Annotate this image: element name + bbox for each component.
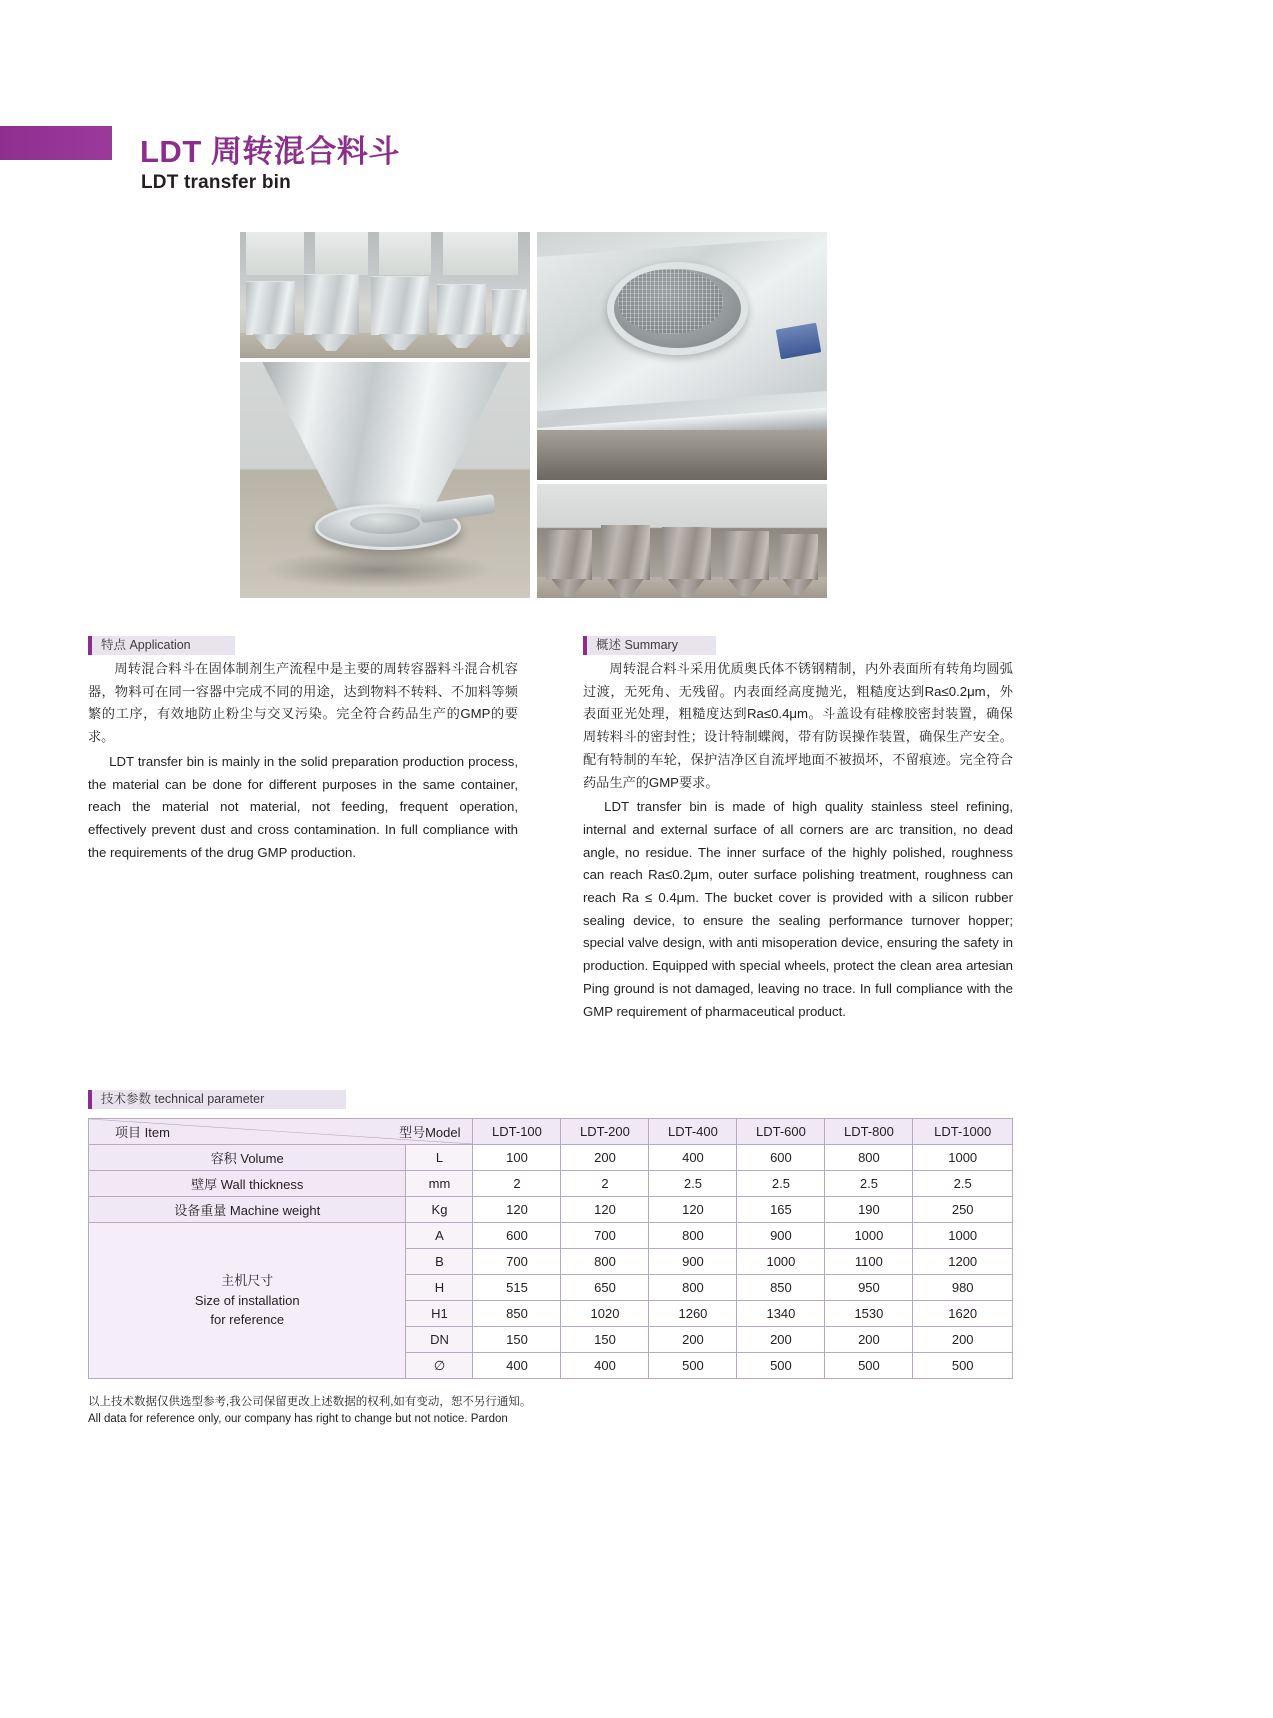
cell-A-0: 600 bbox=[473, 1223, 561, 1249]
summary-text-zh: 周转混合料斗采用优质奥氏体不锈钢精制，内外表面所有转角均圆弧过渡，无死角、无残留。内表面经高度抛光，粗糙度达到Ra≤0.2μm，外表面亚光处理，粗糙度达到Ra≤0.4μm。斗盖设有硅橡胶密封装置，确保周转料斗的密封性；设计特制蝶阀，带有防误操作装置，确保生产安全。配有特制的车轮，保护洁净区自流坪地面不被损坏，不留痕迹。完全符合药品生产的GMP要求。 bbox=[583, 661, 1013, 790]
table-header-row bbox=[89, 1119, 1013, 1145]
table-footnote bbox=[88, 1394, 531, 1429]
cell-dia-2: 500 bbox=[649, 1353, 737, 1379]
footnote-en: All data for reference only, our company has right to change but not notice. Pardon bbox=[88, 1413, 508, 1426]
cell-wall-2: 2.5 bbox=[649, 1171, 737, 1197]
cell-H-0: 515 bbox=[473, 1275, 561, 1301]
cell-B-3: 1000 bbox=[737, 1249, 825, 1275]
row-unit-A: A bbox=[406, 1223, 473, 1249]
cell-H1-3: 1340 bbox=[737, 1301, 825, 1327]
cell-A-3: 900 bbox=[737, 1223, 825, 1249]
cell-DN-5: 200 bbox=[913, 1327, 1013, 1353]
accent-bar bbox=[0, 126, 112, 160]
cell-B-4: 1100 bbox=[825, 1249, 913, 1275]
cell-H-3: 850 bbox=[737, 1275, 825, 1301]
cell-weight-5: 250 bbox=[913, 1197, 1013, 1223]
cell-A-5: 1000 bbox=[913, 1223, 1013, 1249]
cell-B-0: 700 bbox=[473, 1249, 561, 1275]
row-unit-machine-weight: Kg bbox=[406, 1197, 473, 1223]
application-text-en: LDT transfer bin is mainly in the solid preparation production process, the material can be done for different purposes in the same container, reach the material not material, not feeding, frequent operation, effectively prevent dust and cross contamination. In full compliance with the requirements of the drug GMP production. bbox=[88, 753, 518, 860]
photo-bins-lined-up bbox=[537, 484, 827, 598]
cell-wall-4: 2.5 bbox=[825, 1171, 913, 1197]
cell-weight-3: 165 bbox=[737, 1197, 825, 1223]
cell-volume-4: 800 bbox=[825, 1145, 913, 1171]
cell-DN-1: 150 bbox=[561, 1327, 649, 1353]
cell-weight-2: 120 bbox=[649, 1197, 737, 1223]
cell-B-5: 1200 bbox=[913, 1249, 1013, 1275]
table-model-header-2: LDT-400 bbox=[649, 1119, 737, 1145]
page-title-en: LDT transfer bin bbox=[141, 172, 291, 193]
photo-cone-bottom-butterfly-valve bbox=[240, 362, 530, 598]
cell-H1-2: 1260 bbox=[649, 1301, 737, 1327]
photo-bin-lid-closeup bbox=[537, 232, 827, 480]
technical-parameter-table bbox=[88, 1118, 1013, 1379]
technical-parameter-table-wrapper bbox=[88, 1118, 1013, 1379]
cell-wall-5: 2.5 bbox=[913, 1171, 1013, 1197]
cell-volume-0: 100 bbox=[473, 1145, 561, 1171]
cell-wall-1: 2 bbox=[561, 1171, 649, 1197]
cell-H-4: 950 bbox=[825, 1275, 913, 1301]
table-row bbox=[89, 1197, 1013, 1223]
summary-text-en: LDT transfer bin is made of high quality stainless steel refining, internal and external surface of all corners are arc transition, no dead angle, no residue. The inner surface of the highly polished, roughness can reach Ra≤0.2μm, outer surface polishing treatment, roughness can reach Ra ≤ 0.4μm. The bucket cover is provided with a silicon rubber sealing device, to ensure the sealing performance turnover hopper; special valve design, with anti misoperation device, ensuring the safety in production. Equipped with special wheels, protect the clean area artesian Ping ground is not damaged, leaving no trace. In full compliance with the GMP requirement of pharmaceutical product. bbox=[583, 799, 1013, 1019]
cell-weight-4: 190 bbox=[825, 1197, 913, 1223]
row-unit-H1: H1 bbox=[406, 1301, 473, 1327]
size-label-zh: 主机尺寸 bbox=[221, 1273, 274, 1289]
table-row bbox=[89, 1171, 1013, 1197]
cell-dia-0: 400 bbox=[473, 1353, 561, 1379]
row-unit-volume: L bbox=[406, 1145, 473, 1171]
table-corner-item-label: 项目 Item bbox=[115, 1125, 170, 1140]
table-model-header-1: LDT-200 bbox=[561, 1119, 649, 1145]
cell-volume-3: 600 bbox=[737, 1145, 825, 1171]
summary-text-block bbox=[583, 658, 1013, 1025]
cell-dia-4: 500 bbox=[825, 1353, 913, 1379]
photo-transfer-bins-in-hall bbox=[240, 232, 530, 358]
table-model-header-5: LDT-1000 bbox=[913, 1119, 1013, 1145]
row-unit-H: H bbox=[406, 1275, 473, 1301]
row-label-size-of-installation bbox=[89, 1223, 406, 1379]
row-label-volume: 容积 Volume bbox=[89, 1145, 406, 1171]
cell-A-4: 1000 bbox=[825, 1223, 913, 1249]
cell-dia-1: 400 bbox=[561, 1353, 649, 1379]
section-heading-summary: 概述 Summary bbox=[583, 636, 716, 655]
cell-B-2: 900 bbox=[649, 1249, 737, 1275]
application-text-block bbox=[88, 658, 518, 866]
cell-dia-3: 500 bbox=[737, 1353, 825, 1379]
table-corner-model-label: 型号Model bbox=[399, 1125, 461, 1140]
cell-DN-4: 200 bbox=[825, 1327, 913, 1353]
table-row bbox=[89, 1145, 1013, 1171]
cell-H-1: 650 bbox=[561, 1275, 649, 1301]
row-unit-wall-thickness: mm bbox=[406, 1171, 473, 1197]
application-text-zh: 周转混合料斗在固体制剂生产流程中是主要的周转容器料斗混合机容器，物料可在同一容器中完成不同的用途，达到物料不转料、不加料等频繁的工序，有效地防止粉尘与交叉污染。完全符合药品生产的GMP的要求。 bbox=[88, 661, 518, 745]
row-unit-DN: DN bbox=[406, 1327, 473, 1353]
row-unit-B: B bbox=[406, 1249, 473, 1275]
cell-weight-1: 120 bbox=[561, 1197, 649, 1223]
table-model-header-3: LDT-600 bbox=[737, 1119, 825, 1145]
row-unit-diameter: ∅ bbox=[406, 1353, 473, 1379]
footnote-zh: 以上技术数据仅供选型参考,我公司保留更改上述数据的权利,如有变动，恕不另行通知。 bbox=[88, 1396, 532, 1408]
cell-H-5: 980 bbox=[913, 1275, 1013, 1301]
cell-A-2: 800 bbox=[649, 1223, 737, 1249]
cell-weight-0: 120 bbox=[473, 1197, 561, 1223]
cell-H1-1: 1020 bbox=[561, 1301, 649, 1327]
section-heading-application: 特点 Application bbox=[88, 636, 235, 655]
table-corner-cell bbox=[89, 1119, 473, 1145]
row-label-machine-weight: 设备重量 Machine weight bbox=[89, 1197, 406, 1223]
row-label-wall-thickness: 壁厚 Wall thickness bbox=[89, 1171, 406, 1197]
cell-dia-5: 500 bbox=[913, 1353, 1013, 1379]
table-row bbox=[89, 1223, 1013, 1249]
cell-H1-5: 1620 bbox=[913, 1301, 1013, 1327]
cell-H-2: 800 bbox=[649, 1275, 737, 1301]
section-heading-technical-parameter: 技术参数 technical parameter bbox=[88, 1090, 346, 1109]
cell-H1-4: 1530 bbox=[825, 1301, 913, 1327]
table-model-header-4: LDT-800 bbox=[825, 1119, 913, 1145]
cell-volume-5: 1000 bbox=[913, 1145, 1013, 1171]
cell-DN-3: 200 bbox=[737, 1327, 825, 1353]
cell-A-1: 700 bbox=[561, 1223, 649, 1249]
cell-DN-0: 150 bbox=[473, 1327, 561, 1353]
size-label-en1: Size of installation bbox=[194, 1292, 300, 1308]
cell-DN-2: 200 bbox=[649, 1327, 737, 1353]
cell-volume-1: 200 bbox=[561, 1145, 649, 1171]
cell-wall-0: 2 bbox=[473, 1171, 561, 1197]
cell-H1-0: 850 bbox=[473, 1301, 561, 1327]
table-model-header-0: LDT-100 bbox=[473, 1119, 561, 1145]
page-title-zh: LDT 周转混合料斗 bbox=[140, 134, 400, 169]
cell-volume-2: 400 bbox=[649, 1145, 737, 1171]
size-label-en2: for reference bbox=[210, 1312, 285, 1328]
cell-wall-3: 2.5 bbox=[737, 1171, 825, 1197]
cell-B-1: 800 bbox=[561, 1249, 649, 1275]
